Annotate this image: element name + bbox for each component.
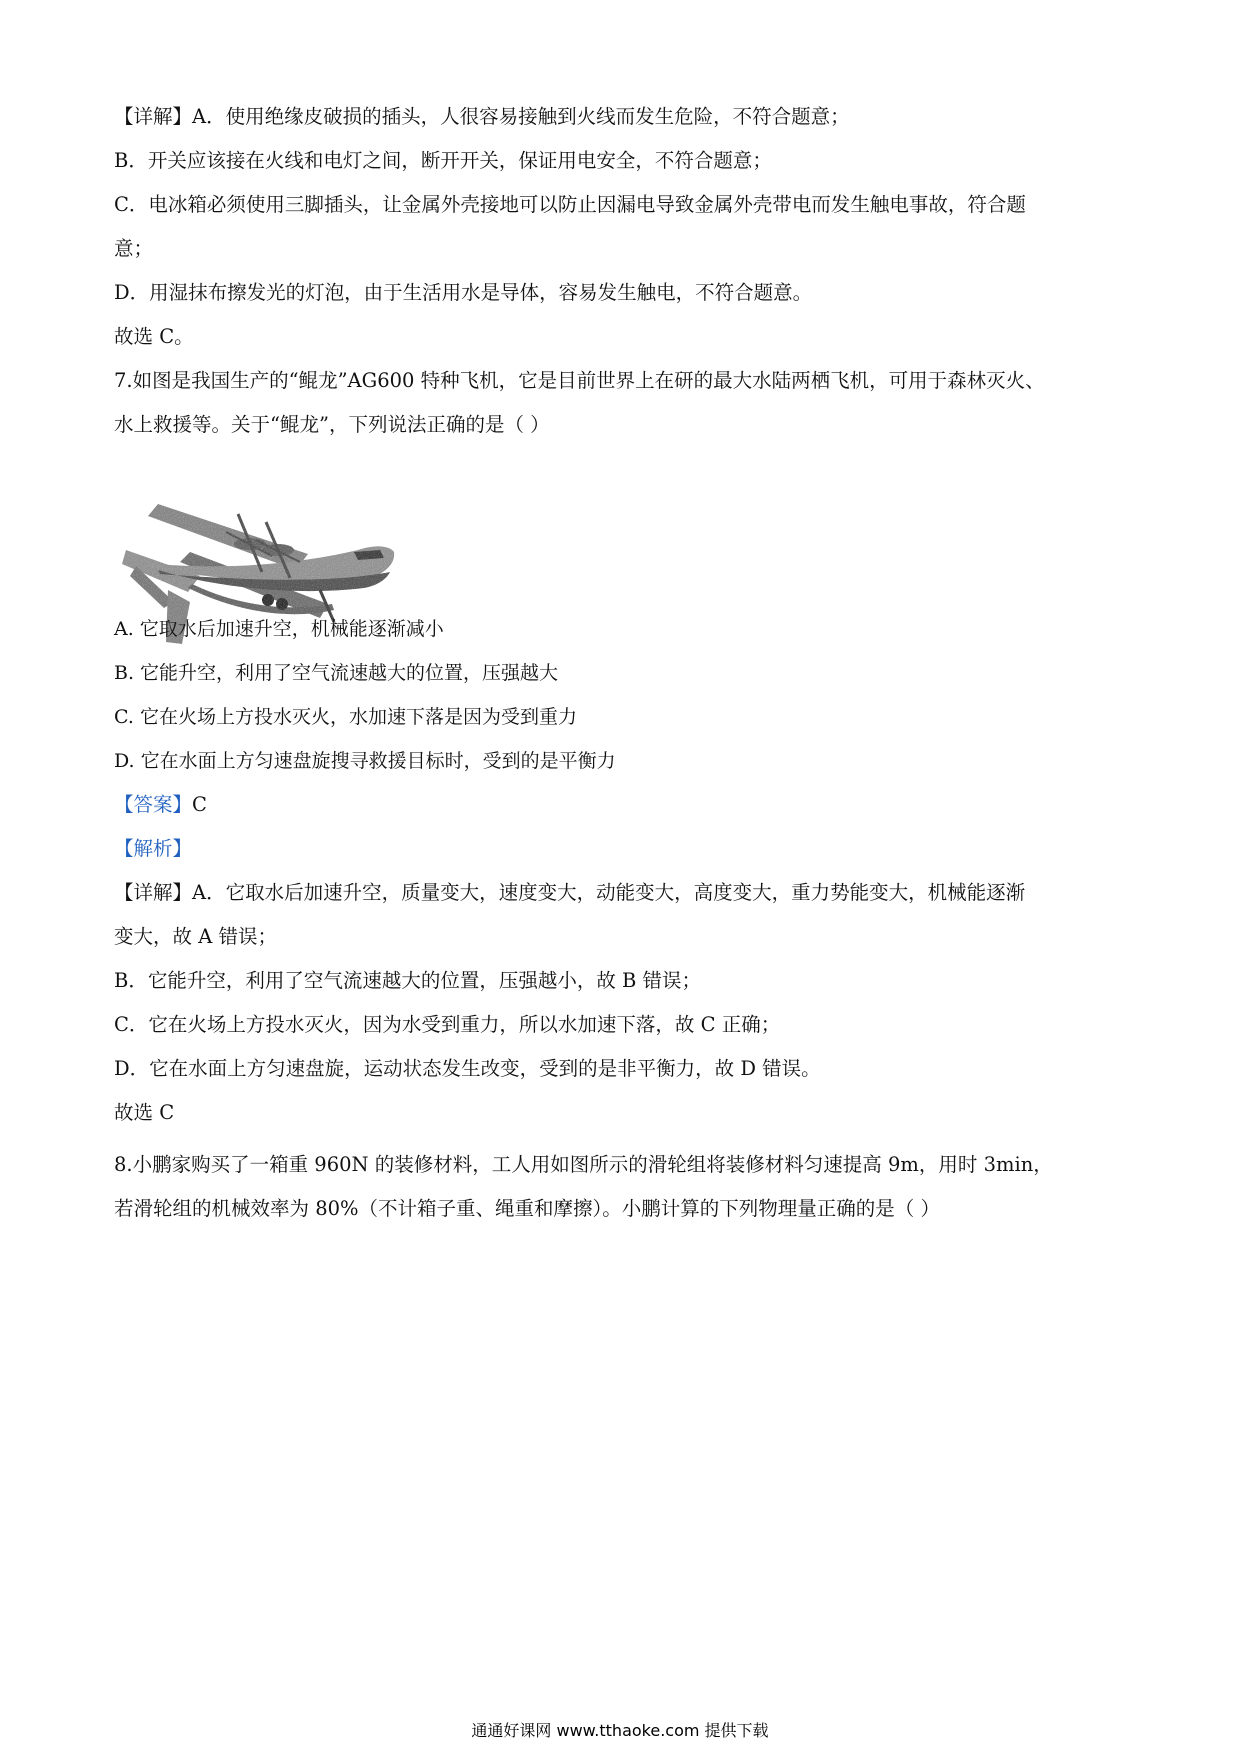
q8-stem-line2: 若滑轮组的机械效率为 80%（不计箱子重、绳重和摩擦）。小鹏计算的下列物理量正确的是（ ）	[114, 1197, 940, 1220]
q7-detail-a-line2: 变大，故 A 错误；	[114, 925, 277, 948]
q7-option-a: A. 它取水后加速升空，机械能逐渐减小	[114, 618, 444, 640]
q7-detail-b: B．它能升空，利用了空气流速越大的位置，压强越小，故 B 错误；	[114, 969, 702, 992]
q7-option-c: C. 它在火场上方投水灭火，水加速下落是因为受到重力	[114, 706, 577, 728]
q7-stem-line1: 7.如图是我国生产的“鲲龙”AG600 特种飞机，它是目前世界上在研的最大水陆两栖飞机，可用于森林灭火、	[114, 369, 1045, 392]
q7-detail-c: C．它在火场上方投水灭火，因为水受到重力，所以水加速下落，故 C 正确；	[114, 1013, 781, 1036]
q7-detail-a-line1: 【详解】A．它取水后加速升空，质量变大，速度变大，动能变大，高度变大，重力势能变大，机械能逐渐	[114, 881, 1026, 904]
q6-detail-b: B．开关应该接在火线和电灯之间，断开开关，保证用电安全，不符合题意；	[114, 149, 772, 172]
answer-tag: 【答案】	[114, 793, 193, 816]
q7-option-b: B. 它能升空，利用了空气流速越大的位置，压强越大	[114, 662, 559, 684]
q7-detail-d: D．它在水面上方匀速盘旋，运动状态发生改变，受到的是非平衡力，故 D 错误。	[114, 1057, 821, 1080]
detail-tag: 【详解】	[114, 105, 193, 128]
q7-conclusion: 故选 C	[114, 1101, 175, 1124]
q8-stem-line1: 8.小鹏家购买了一箱重 960N 的装修材料，工人用如图所示的滑轮组将装修材料匀速提高 9m，用时 3min，	[114, 1153, 1053, 1176]
q7-answer	[114, 790, 1140, 820]
q7-option-d: D. 它在水面上方匀速盘旋搜寻救援目标时，受到的是平衡力	[114, 750, 616, 772]
q7-stem-line2: 水上救援等。关于“鲲龙”，下列说法正确的是（ ）	[114, 413, 550, 436]
page-footer: 通通好课网 www.tthaoke.com 提供下载	[471, 1721, 769, 1740]
q6-detail-c-line1: C．电冰箱必须使用三脚插头，让金属外壳接地可以防止因漏电导致金属外壳带电而发生触电事故，符合题	[114, 193, 1026, 216]
answer-value: C	[192, 793, 207, 816]
analysis-tag: 【解析】	[114, 837, 193, 860]
q6-conclusion: 故选 C。	[114, 325, 194, 348]
q6-detail-d: D．用湿抹布擦发光的灯泡，由于生活用水是导体，容易发生触电，不符合题意。	[114, 281, 813, 304]
detail-tag: 【详解】	[114, 881, 193, 904]
q6-detail-a: 【详解】A．使用绝缘皮破损的插头，人很容易接触到火线而发生危险，不符合题意；	[114, 105, 850, 128]
q6-detail-c-line2: 意；	[114, 237, 154, 260]
q7-analysis	[114, 834, 1140, 864]
